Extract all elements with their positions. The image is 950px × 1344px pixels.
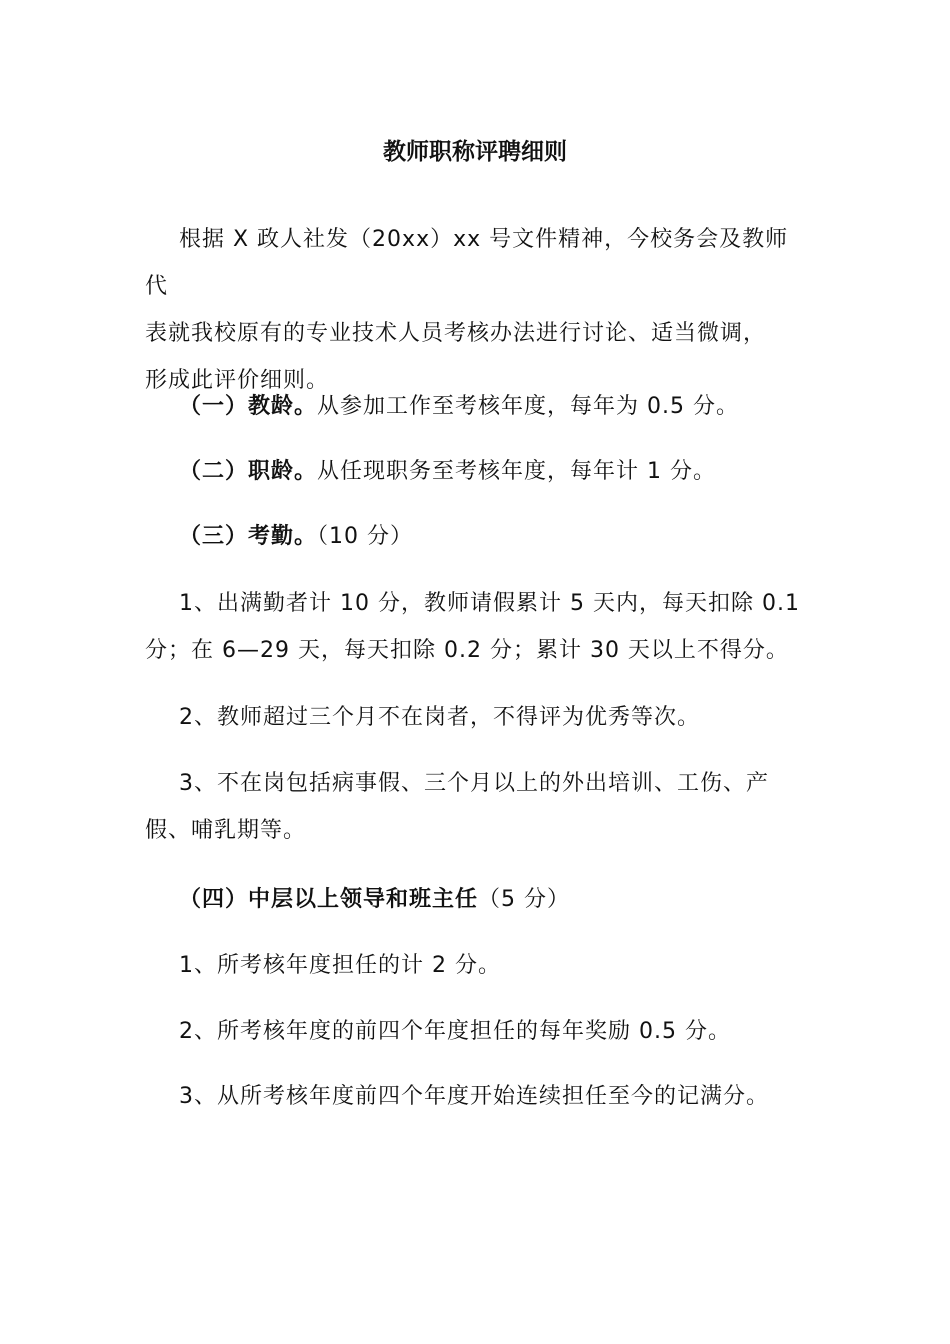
section-4-item-2 <box>145 1008 805 1055</box>
document-title: 教师职称评聘细则 <box>383 139 567 165</box>
section-3-item-2-text: 2、教师超过三个月不在岗者，不得评为优秀等次。 <box>179 705 700 730</box>
section-3-item-3 <box>145 760 805 854</box>
section-3-item-2 <box>145 694 805 741</box>
section-4-text: （5 分） <box>478 887 571 912</box>
intro-paragraph <box>145 216 805 404</box>
section-3-item-1-line-1: 1、出满勤者计 10 分，教师请假累计 5 天内，每天扣除 0.1 <box>179 591 800 616</box>
section-2-paragraph <box>145 448 805 495</box>
section-4-item-2-text: 2、所考核年度的前四个年度担任的每年奖励 0.5 分。 <box>179 1019 731 1044</box>
section-2-heading: （二）职龄。 <box>179 459 318 484</box>
section-4-item-1 <box>145 942 805 989</box>
intro-line-2: 表就我校原有的专业技术人员考核办法进行讨论、适当微调， <box>145 321 767 346</box>
section-4-item-3-text: 3、从所考核年度前四个年度开始连续担任至今的记满分。 <box>179 1084 769 1109</box>
section-1-paragraph <box>145 383 805 430</box>
section-3-item-3-line-2: 假、哺乳期等。 <box>145 818 307 843</box>
section-3-item-1 <box>145 580 805 674</box>
section-4-item-1-text: 1、所考核年度担任的计 2 分。 <box>179 953 501 978</box>
section-1-text: 从参加工作至考核年度，每年为 0.5 分。 <box>317 394 739 419</box>
section-3-paragraph <box>145 513 805 560</box>
section-1-heading: （一）教龄。 <box>179 394 318 419</box>
intro-line-1: 根据 X 政人社发（20xx）xx 号文件精神，今校务会及教师代 <box>145 227 789 299</box>
section-4-item-3 <box>145 1073 805 1120</box>
section-3-heading: （三）考勤。 <box>179 524 318 549</box>
intro-line-3: 形成此评价细则。 <box>145 368 330 393</box>
section-3-item-1-line-2: 分；在 6—29 天，每天扣除 0.2 分；累计 30 天以上不得分。 <box>145 638 789 663</box>
section-3-text: （10 分） <box>317 524 414 549</box>
section-4-heading: （四）中层以上领导和班主任 <box>179 887 479 912</box>
section-3-item-3-line-1: 3、不在岗包括病事假、三个月以上的外出培训、工伤、产 <box>179 771 769 796</box>
section-4-paragraph <box>145 876 805 923</box>
section-2-text: 从任现职务至考核年度，每年计 1 分。 <box>317 459 717 484</box>
